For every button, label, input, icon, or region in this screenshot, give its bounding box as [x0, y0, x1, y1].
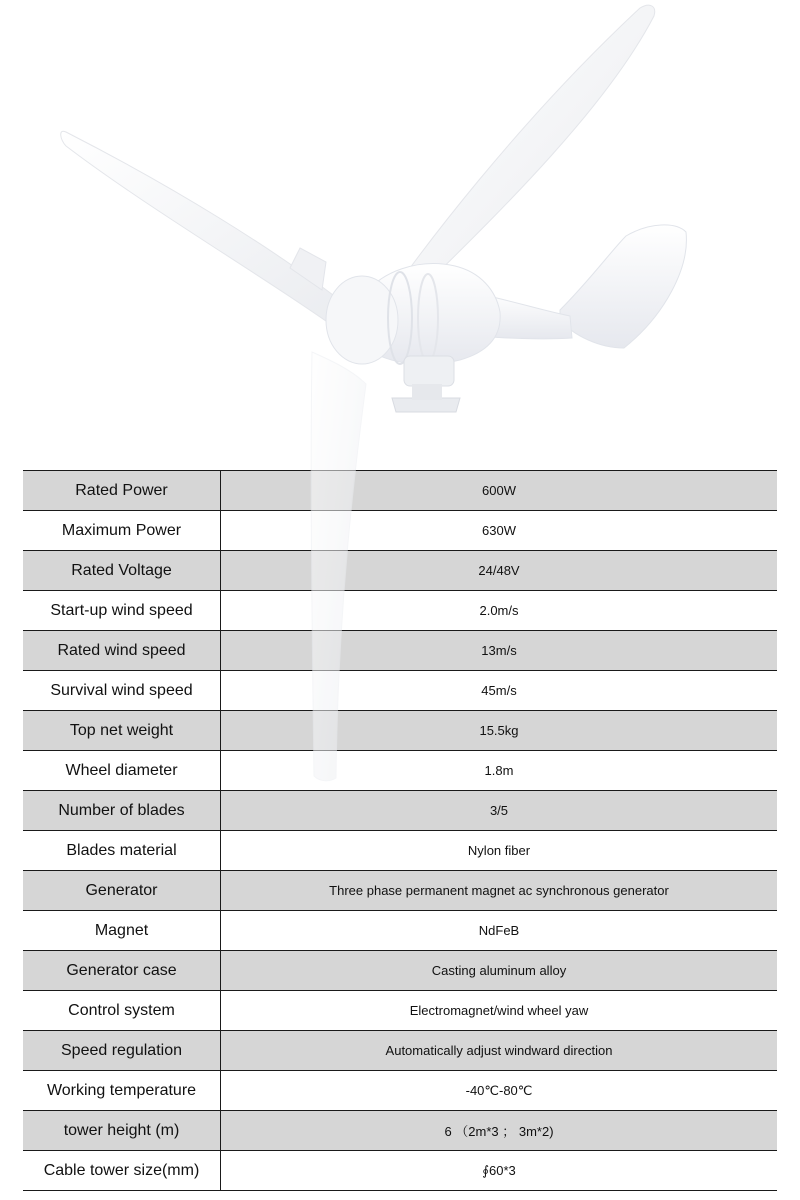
spec-row	[23, 911, 777, 951]
spec-row	[23, 791, 777, 831]
specifications-table	[23, 470, 777, 1191]
spec-value: Three phase permanent magnet ac synchronous generator	[221, 871, 778, 911]
hub-ring-2	[418, 274, 438, 362]
spec-parameter: Magnet	[23, 911, 221, 951]
spec-parameter: Top net weight	[23, 711, 221, 751]
spec-row	[23, 991, 777, 1031]
spec-parameter: tower height (m)	[23, 1111, 221, 1151]
spec-value: 24/48V	[221, 551, 778, 591]
spec-row	[23, 591, 777, 631]
spec-value: 600W	[221, 471, 778, 511]
spec-row	[23, 951, 777, 991]
spec-row	[23, 1071, 777, 1111]
tower-neck	[412, 384, 442, 400]
tower-flange	[392, 398, 460, 412]
spec-row	[23, 711, 777, 751]
spec-row	[23, 631, 777, 671]
spec-value: 1.8m	[221, 751, 778, 791]
spec-value: Nylon fiber	[221, 831, 778, 871]
spec-value: 45m/s	[221, 671, 778, 711]
spec-row	[23, 1031, 777, 1071]
blade-upper-right	[372, 5, 655, 322]
spec-value: 6 （2m*3 ； 3m*2)	[221, 1111, 778, 1151]
spec-parameter: Control system	[23, 991, 221, 1031]
spec-value: 2.0m/s	[221, 591, 778, 631]
spec-value: NdFeB	[221, 911, 778, 951]
spec-parameter: Blades material	[23, 831, 221, 871]
spec-row	[23, 871, 777, 911]
spec-parameter: Cable tower size(mm)	[23, 1151, 221, 1191]
spec-parameter: Rated wind speed	[23, 631, 221, 671]
tail-boom	[470, 292, 572, 339]
spec-value: ∮60*3	[221, 1151, 778, 1191]
spec-parameter: Rated Voltage	[23, 551, 221, 591]
spec-row	[23, 1111, 777, 1151]
spec-row	[23, 551, 777, 591]
spec-row	[23, 751, 777, 791]
spec-value: 630W	[221, 511, 778, 551]
hub	[326, 276, 398, 364]
blade-upper-left	[61, 131, 362, 338]
hub-ring	[388, 272, 412, 364]
spec-value: Automatically adjust windward direction	[221, 1031, 778, 1071]
spec-parameter: Rated Power	[23, 471, 221, 511]
blade-upper-left-tip	[290, 248, 326, 290]
spec-parameter: Start-up wind speed	[23, 591, 221, 631]
spec-parameter: Speed regulation	[23, 1031, 221, 1071]
spec-row	[23, 511, 777, 551]
spec-parameter: Survival wind speed	[23, 671, 221, 711]
spec-parameter: Working temperature	[23, 1071, 221, 1111]
nacelle	[360, 264, 500, 365]
spec-value: 3/5	[221, 791, 778, 831]
spec-value: 15.5kg	[221, 711, 778, 751]
spec-value: 13m/s	[221, 631, 778, 671]
yaw-mount	[404, 356, 454, 386]
spec-row	[23, 831, 777, 871]
spec-parameter: Generator case	[23, 951, 221, 991]
spec-parameter: Maximum Power	[23, 511, 221, 551]
spec-parameter: Wheel diameter	[23, 751, 221, 791]
spec-row	[23, 1151, 777, 1191]
spec-value: Electromagnet/wind wheel yaw	[221, 991, 778, 1031]
spec-parameter: Generator	[23, 871, 221, 911]
tail-fin	[560, 225, 686, 348]
spec-row	[23, 471, 777, 511]
spec-parameter: Number of blades	[23, 791, 221, 831]
spec-value: -40℃-80℃	[221, 1071, 778, 1111]
spec-value: Casting aluminum alloy	[221, 951, 778, 991]
spec-row	[23, 671, 777, 711]
specifications-table-body	[23, 471, 777, 1191]
